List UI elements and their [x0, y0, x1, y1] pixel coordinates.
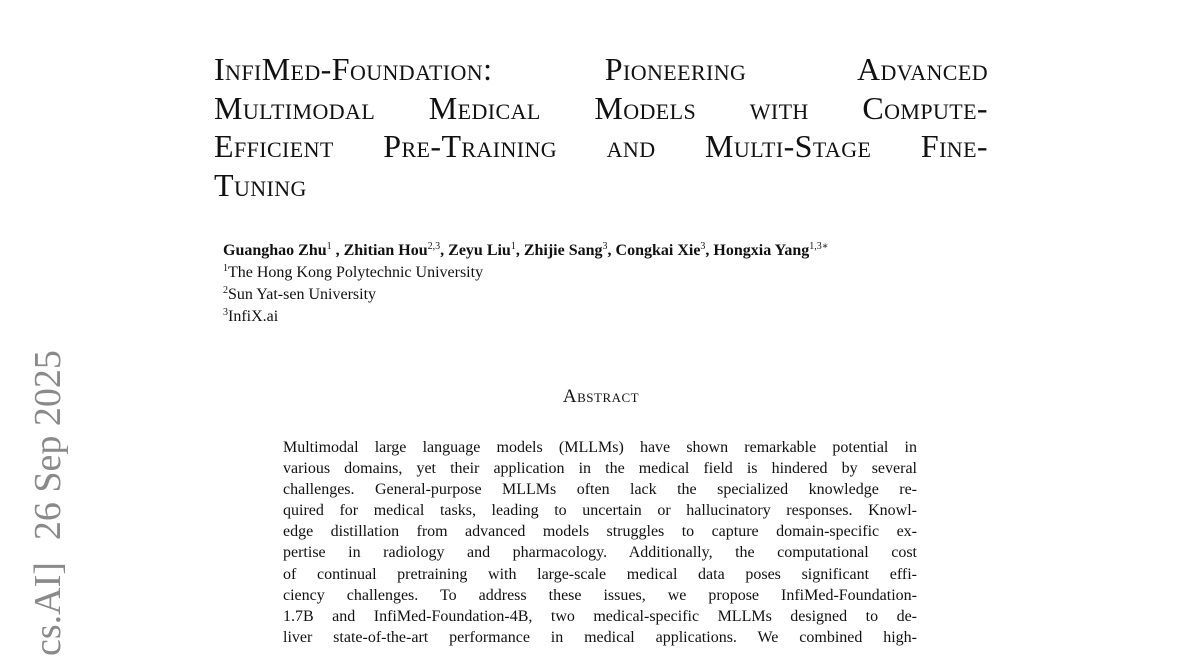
author-affil-mark: 1	[326, 241, 332, 252]
abstract-heading	[0, 386, 1200, 408]
abstract-line: Multimodal large language models (MLLMs) have shown remarkable potential in	[283, 439, 917, 456]
author-name: Zeyu Liu	[448, 242, 511, 259]
author-separator: ,	[440, 242, 449, 259]
abstract-line: pertise in radiology and pharmacology. Additionally, the computational cost	[283, 544, 917, 562]
author-separator: ,	[515, 242, 524, 259]
abstract-line: 1.7B and InfiMed-Foundation-4B, two medical-specific MLLMs designed to de-	[283, 607, 917, 625]
author-affil-mark: 3	[602, 241, 608, 252]
abstract-line: liver state-of-the-art performance in medical applications. We combined high-	[283, 628, 917, 646]
arxiv-side-stamp	[28, 336, 68, 656]
author-affil-mark: 2,3	[427, 241, 441, 252]
affiliation-name: Sun Yat-sen University	[228, 286, 377, 303]
author-name: Guanghao Zhu	[223, 242, 327, 259]
abstract-line: quired for medical tasks, leading to uncertain or hallucinatory responses. Knowl-	[283, 502, 917, 520]
author-name: Zhijie Sang	[523, 242, 603, 259]
title-line: InfiMed-Foundation: Pioneering Advanced	[214, 51, 988, 87]
affiliation-mark: 3	[223, 307, 228, 318]
abstract-line: of continual pretraining with large-scale medical data poses significant effi-	[283, 565, 917, 583]
arxiv-category: cs.AI]	[27, 562, 69, 656]
author-separator: ,	[705, 242, 714, 259]
abstract-line: various domains, yet their application in the medical field is hindered by several	[283, 460, 917, 478]
author-separator: ,	[607, 242, 616, 259]
author-affil-mark: 3	[700, 241, 706, 252]
abstract-body	[283, 437, 917, 648]
abstract-line: ciency challenges. To address these issues, we propose InfiMed-Foundation-	[283, 586, 917, 604]
affiliation	[223, 284, 993, 306]
affiliation	[223, 262, 993, 284]
abstract-heading-text: Abstract	[562, 386, 640, 407]
title-line: Efficient Pre-Training and Multi-Stage Fine-	[214, 128, 988, 164]
affiliation-mark: 2	[223, 285, 228, 296]
abstract-line: edge distillation from advanced models struggles to capture domain-specific ex-	[283, 523, 917, 541]
title-line: Multimodal Medical Models with Compute-	[214, 89, 988, 126]
author-affil-mark: 1	[510, 241, 516, 252]
arxiv-date: 26 Sep 2025	[27, 350, 69, 541]
author-separator: ,	[331, 242, 344, 259]
author-name: Zhitian Hou	[343, 242, 428, 259]
author-name: Hongxia Yang	[713, 242, 810, 259]
affiliation-mark: 1	[223, 263, 228, 274]
author-block	[223, 240, 993, 328]
paper-title	[214, 50, 988, 204]
title-line: Tuning	[214, 166, 307, 203]
abstract-line: challenges. General-purpose MLLMs often lack the specialized knowledge re-	[283, 481, 917, 499]
author-list	[223, 240, 993, 262]
affiliation-name: InfiX.ai	[228, 308, 279, 325]
affiliation	[223, 306, 993, 328]
affiliation-name: The Hong Kong Polytechnic University	[228, 264, 484, 281]
author-name: Congkai Xie	[615, 242, 701, 259]
author-affil-mark: 1,3∗	[809, 241, 829, 252]
